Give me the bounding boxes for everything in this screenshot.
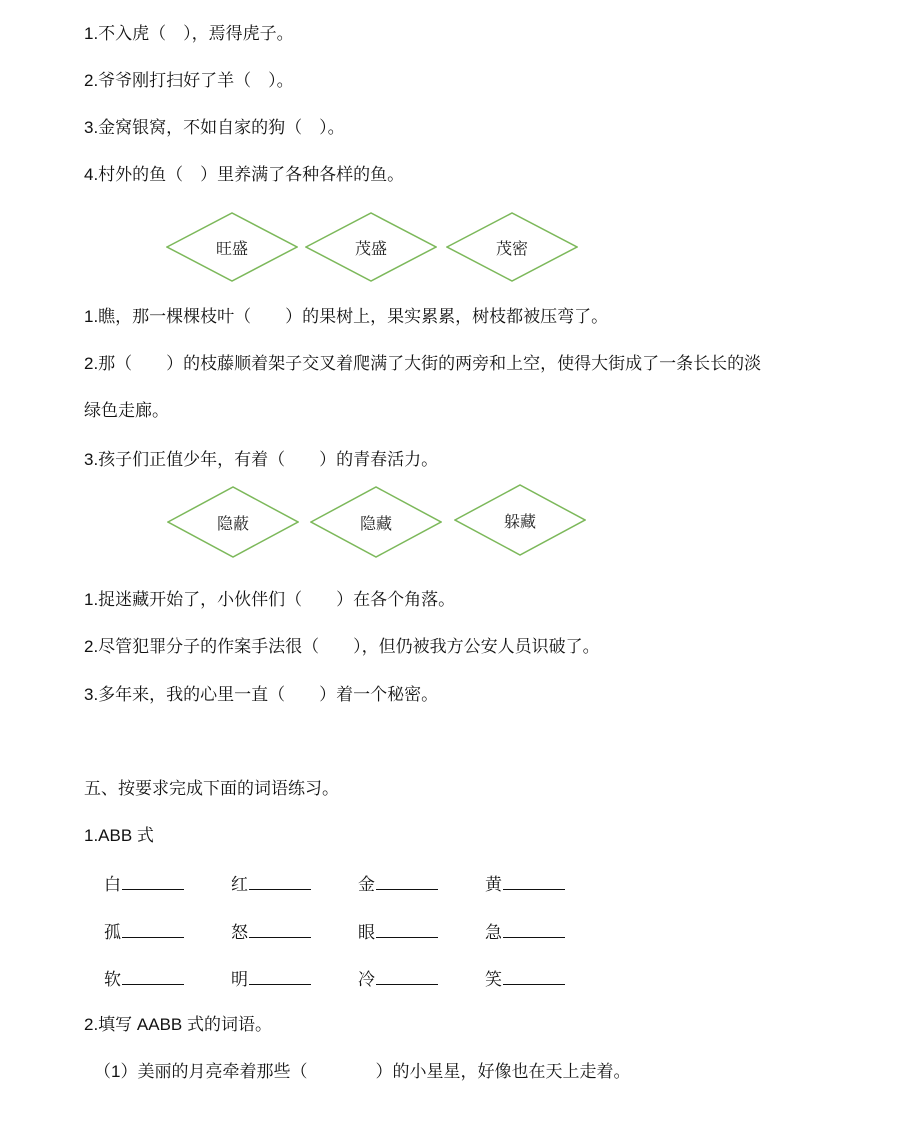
- abb-char: 红: [231, 875, 248, 894]
- word-choice-diamond: [454, 484, 586, 556]
- sentence-g2-2-cont: 绿色走廊。: [84, 401, 169, 420]
- sentence-g2-1: 1.瞧，那一棵棵枝叶（ ）的果树上，果实累累，树枝都被压弯了。: [84, 307, 609, 326]
- abb-char: 笑: [485, 970, 502, 989]
- word-choice-diamond: [305, 212, 437, 282]
- sentence-g1-3: 3.金窝银窝，不如自家的狗（ ）。: [84, 118, 345, 137]
- abb-cell: [358, 968, 438, 990]
- answer-blank[interactable]: [376, 873, 438, 890]
- word-choice-label: 躲藏: [503, 511, 536, 531]
- sentence-g1-4: 4.村外的鱼（ ）里养满了各种各样的鱼。: [84, 165, 405, 184]
- answer-blank[interactable]: [122, 921, 184, 938]
- abb-char: 软: [104, 970, 121, 989]
- word-choice-label: 茂密: [495, 238, 528, 258]
- word-choice-diamond: [446, 212, 578, 282]
- sentence-g2-2: 2.那（ ）的枝藤顺着架子交叉着爬满了大街的两旁和上空，使得大街成了一条长长的淡: [84, 354, 762, 373]
- word-choice-label: 隐蔽: [216, 513, 249, 533]
- answer-blank[interactable]: [376, 968, 438, 985]
- answer-blank[interactable]: [122, 968, 184, 985]
- sentence-g3-2: 2.尽管犯罪分子的作案手法很（ ），但仍被我方公安人员识破了。: [84, 637, 600, 656]
- abb-cell: [231, 968, 311, 990]
- word-choice-label: 旺盛: [215, 238, 248, 258]
- answer-blank[interactable]: [249, 921, 311, 938]
- q2-item-1: （1）美丽的月亮牵着那些（ ）的小星星，好像也在天上走着。: [94, 1062, 631, 1081]
- sentence-g3-3: 3.多年来，我的心里一直（ ）着一个秘密。: [84, 685, 439, 704]
- q2-title: 2.填写 AABB 式的词语。: [84, 1015, 272, 1034]
- abb-cell: [231, 873, 311, 895]
- sentence-g1-1: 1.不入虎（ ），焉得虎子。: [84, 24, 294, 43]
- abb-char: 明: [231, 970, 248, 989]
- abb-char: 眼: [358, 923, 375, 942]
- word-choice-diamond: [167, 486, 299, 558]
- sentence-g3-1: 1.捉迷藏开始了，小伙伴们（ ）在各个角落。: [84, 590, 456, 609]
- abb-cell: [485, 921, 565, 943]
- abb-cell: [485, 873, 565, 895]
- word-choice-label: 茂盛: [354, 238, 387, 258]
- answer-blank[interactable]: [122, 873, 184, 890]
- abb-char: 白: [104, 875, 121, 894]
- sentence-g2-3: 3.孩子们正值少年，有着（ ）的青春活力。: [84, 450, 439, 469]
- abb-cell: [104, 921, 184, 943]
- answer-blank[interactable]: [503, 873, 565, 890]
- abb-char: 孤: [104, 923, 121, 942]
- abb-cell: [104, 968, 184, 990]
- answer-blank[interactable]: [376, 921, 438, 938]
- abb-char: 急: [485, 923, 502, 942]
- q1-title: 1.ABB 式: [84, 826, 154, 845]
- answer-blank[interactable]: [249, 873, 311, 890]
- word-choice-diamond: [310, 486, 442, 558]
- abb-char: 金: [358, 875, 375, 894]
- abb-char: 冷: [358, 970, 375, 989]
- answer-blank[interactable]: [503, 968, 565, 985]
- abb-cell: [231, 921, 311, 943]
- sentence-g1-2: 2.爷爷刚打扫好了羊（ ）。: [84, 71, 294, 90]
- word-choice-label: 隐藏: [359, 513, 392, 533]
- section5-heading: 五、按要求完成下面的词语练习。: [84, 779, 339, 798]
- abb-char: 怒: [231, 923, 248, 942]
- answer-blank[interactable]: [503, 921, 565, 938]
- abb-cell: [358, 873, 438, 895]
- answer-blank[interactable]: [249, 968, 311, 985]
- abb-char: 黄: [485, 875, 502, 894]
- word-choice-diamond: [166, 212, 298, 282]
- abb-cell: [104, 873, 184, 895]
- abb-cell: [485, 968, 565, 990]
- abb-cell: [358, 921, 438, 943]
